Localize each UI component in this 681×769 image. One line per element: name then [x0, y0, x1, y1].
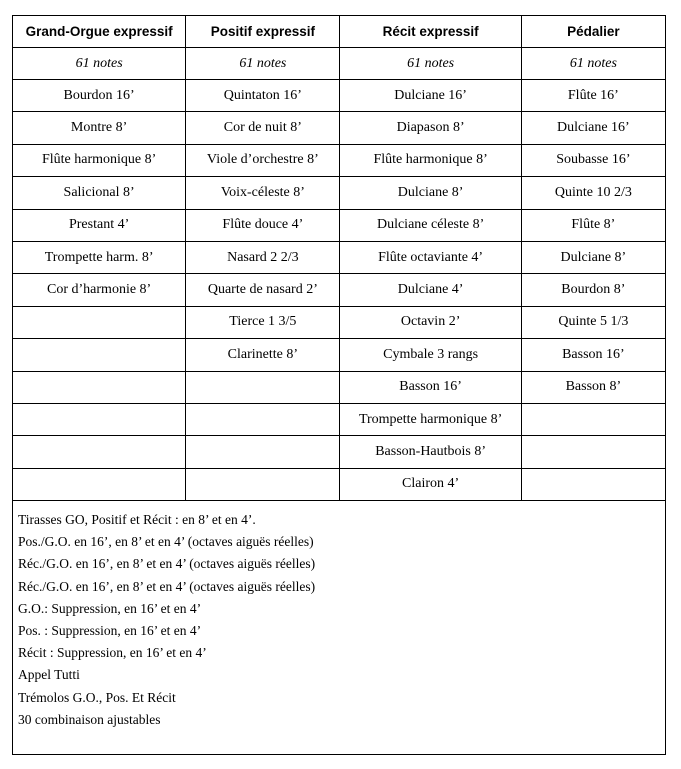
accessory-line: Réc./G.O. en 16’, en 8’ et en 4’ (octaves aiguës réelles) — [18, 578, 316, 594]
stop-grand-orgue: Montre 8’ — [13, 112, 186, 144]
stoplist-table — [12, 15, 666, 501]
stop-pedalier: Dulciane 16’ — [521, 112, 665, 144]
stop-positif: Voix-céleste 8’ — [186, 177, 340, 209]
stop-pedalier: Basson 8’ — [521, 371, 665, 403]
stop-pedalier: Bourdon 8’ — [521, 274, 665, 306]
stop-pedalier: Flûte 16’ — [521, 80, 665, 112]
stop-row — [13, 80, 666, 112]
stop-positif: Viole d’orchestre 8’ — [186, 144, 340, 176]
stop-positif: Clarinette 8’ — [186, 339, 340, 371]
empty-cell — [186, 403, 340, 435]
accessory-line: Pos. : Suppression, en 16’ et en 4’ — [18, 622, 202, 638]
accessory-line: Pos./G.O. en 16’, en 8’ et en 4’ (octaves aiguës réelles) — [18, 534, 314, 550]
empty-cell — [13, 306, 186, 338]
stop-positif: Tierce 1 3/5 — [186, 306, 340, 338]
accessory-line: Tirasses GO, Positif et Récit : en 8’ et en 4’. — [18, 512, 256, 527]
stop-recit: Trompette harmonique 8’ — [340, 403, 521, 435]
compass-recit: 61 notes — [340, 48, 521, 80]
stop-row — [13, 177, 666, 209]
stop-pedalier: Soubasse 16’ — [521, 144, 665, 176]
stop-recit: Dulciane 16’ — [340, 80, 521, 112]
empty-cell — [186, 436, 340, 468]
empty-cell — [13, 339, 186, 371]
empty-cell — [13, 403, 186, 435]
empty-cell — [13, 371, 186, 403]
empty-cell — [521, 403, 665, 435]
stop-grand-orgue: Bourdon 16’ — [13, 80, 186, 112]
stop-positif: Nasard 2 2/3 — [186, 241, 340, 273]
stop-pedalier: Quinte 5 1/3 — [521, 306, 665, 338]
stop-recit: Clairon 4’ — [340, 468, 521, 500]
stop-recit: Dulciane 8’ — [340, 177, 521, 209]
stop-recit: Flûte octaviante 4’ — [340, 241, 521, 273]
accessory-line: G.O.: Suppression, en 16’ et en 4’ — [18, 600, 202, 616]
stop-recit: Octavin 2’ — [340, 306, 521, 338]
division-header-recit: Récit expressif — [340, 16, 521, 48]
stop-row — [13, 274, 666, 306]
stop-positif: Quarte de nasard 2’ — [186, 274, 340, 306]
accessory-line: 30 combinaison ajustables — [18, 711, 161, 727]
compass-row — [13, 48, 666, 80]
stop-recit: Basson-Hautbois 8’ — [340, 436, 521, 468]
stop-row — [13, 339, 666, 371]
division-header-pedalier: Pédalier — [521, 16, 665, 48]
empty-cell — [186, 468, 340, 500]
stop-recit: Dulciane 4’ — [340, 274, 521, 306]
stop-positif: Quintaton 16’ — [186, 80, 340, 112]
stop-grand-orgue: Cor d’harmonie 8’ — [13, 274, 186, 306]
stop-row — [13, 144, 666, 176]
stop-grand-orgue: Flûte harmonique 8’ — [13, 144, 186, 176]
stop-recit: Flûte harmonique 8’ — [340, 144, 521, 176]
compass-pedalier: 61 notes — [521, 48, 665, 80]
stop-pedalier: Quinte 10 2/3 — [521, 177, 665, 209]
stop-row — [13, 112, 666, 144]
stop-row — [13, 306, 666, 338]
stop-pedalier: Flûte 8’ — [521, 209, 665, 241]
stop-row — [13, 436, 666, 468]
accessory-line: Réc./G.O. en 16’, en 8’ et en 4’ (octaves aiguës réelles) — [18, 556, 316, 572]
stop-recit: Cymbale 3 rangs — [340, 339, 521, 371]
stop-grand-orgue: Prestant 4’ — [13, 209, 186, 241]
stop-recit: Diapason 8’ — [340, 112, 521, 144]
stop-row — [13, 468, 666, 500]
stop-pedalier: Dulciane 8’ — [521, 241, 665, 273]
compass-grand-orgue: 61 notes — [13, 48, 186, 80]
empty-cell — [13, 436, 186, 468]
accessory-line: Récit : Suppression, en 16’ et en 4’ — [18, 645, 207, 661]
stop-row — [13, 371, 666, 403]
stop-row — [13, 403, 666, 435]
compass-positif: 61 notes — [186, 48, 340, 80]
accessories-section — [12, 501, 666, 755]
empty-cell — [521, 468, 665, 500]
stop-grand-orgue: Trompette harm. 8’ — [13, 241, 186, 273]
stop-recit: Dulciane céleste 8’ — [340, 209, 521, 241]
division-header-row — [13, 16, 666, 48]
stop-row — [13, 209, 666, 241]
empty-cell — [13, 468, 186, 500]
accessory-line: Appel Tutti — [18, 667, 80, 683]
stop-positif: Flûte douce 4’ — [186, 209, 340, 241]
stop-pedalier: Basson 16’ — [521, 339, 665, 371]
stop-grand-orgue: Salicional 8’ — [13, 177, 186, 209]
division-header-positif: Positif expressif — [186, 16, 340, 48]
empty-cell — [186, 371, 340, 403]
division-header-grand-orgue: Grand-Orgue expressif — [13, 16, 186, 48]
empty-cell — [521, 436, 665, 468]
stop-row — [13, 241, 666, 273]
stop-recit: Basson 16’ — [340, 371, 521, 403]
stop-positif: Cor de nuit 8’ — [186, 112, 340, 144]
accessory-line: Trémolos G.O., Pos. Et Récit — [18, 689, 176, 705]
